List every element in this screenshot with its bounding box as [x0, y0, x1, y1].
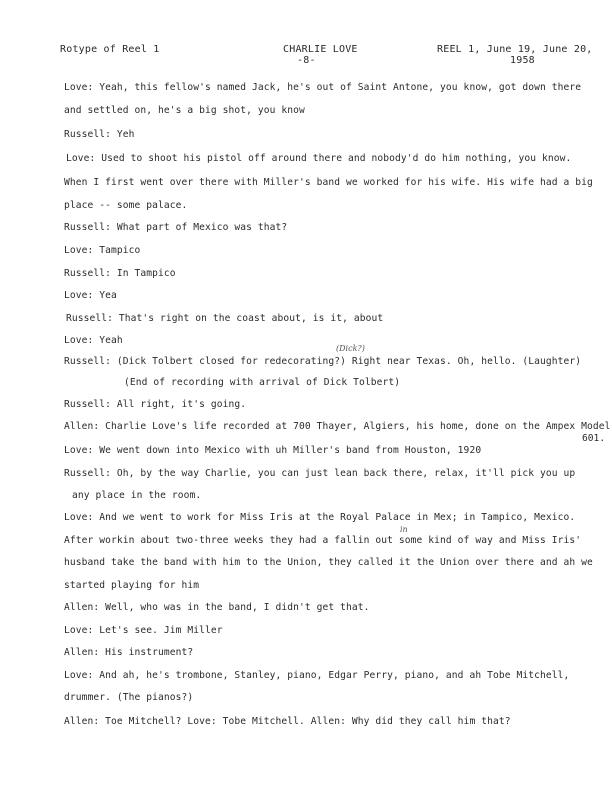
- transcript-line: Russell: In Tampico: [64, 268, 176, 279]
- header-right-year: 1958: [510, 55, 535, 66]
- transcript-line: started playing for him: [64, 580, 200, 591]
- transcript-line: Russell: Oh, by the way Charlie, you can just lean back there, relax, it'll pick you up: [64, 468, 576, 479]
- transcript-line: Allen: Well, who was in the band, I didn't get that.: [64, 602, 370, 613]
- transcript-line: Love: And we went to work for Miss Iris at the Royal Palace in Mex; in Tampico, Mexico.: [64, 512, 576, 523]
- transcript-line: drummer. (The pianos?): [64, 692, 194, 703]
- transcript-line: When I first went over there with Miller's band we worked for his wife. His wife had a big: [64, 177, 593, 188]
- transcript-line: Love: Yea: [64, 290, 117, 301]
- transcript-line: After workin about two-three weeks they had a fallin out some kind of way and Miss Iris': [64, 535, 582, 546]
- transcript-line: Russell: That's right on the coast about, is it, about: [66, 313, 384, 324]
- transcript-line: place -- some palace.: [64, 200, 188, 211]
- header-left: Rotype of Reel 1: [60, 44, 160, 55]
- transcript-line: any place in the room.: [72, 490, 202, 501]
- transcript-line: Love: Yeah: [64, 335, 123, 346]
- transcript-line: (End of recording with arrival of Dick Tolbert): [124, 377, 401, 388]
- transcript-line: Russell: All right, it's going.: [64, 399, 247, 410]
- transcript-line: Love: Let's see. Jim Miller: [64, 625, 223, 636]
- header-page-number: -8-: [297, 55, 316, 66]
- transcript-line: Allen: Toe Mitchell? Love: Tobe Mitchell. Allen: Why did they call him that?: [64, 716, 511, 727]
- handwritten-note: (Dick?): [336, 344, 365, 353]
- transcript-line: Love: Tampico: [64, 245, 141, 256]
- transcript-line: Love: We went down into Mexico with uh Miller's band from Houston, 1920: [64, 445, 482, 456]
- transcript-line: Love: Yeah, this fellow's named Jack, he's out of Saint Antone, you know, got down there: [64, 82, 582, 93]
- header-right-date: REEL 1, June 19, June 20,: [437, 44, 593, 55]
- header-center-name: CHARLIE LOVE: [283, 44, 358, 55]
- transcript-line: Russell: Yeh: [64, 129, 135, 140]
- transcript-line: Love: Used to shoot his pistol off around there and nobody'd do him nothing, you know.: [66, 153, 572, 164]
- transcript-line: and settled on, he's a big shot, you know: [64, 105, 305, 116]
- transcript-line: Love: And ah, he's trombone, Stanley, piano, Edgar Perry, piano, and ah Tobe Mitchell,: [64, 670, 570, 681]
- handwritten-note: in: [400, 525, 408, 534]
- transcript-line: Allen: Charlie Love's life recorded at 700 Thayer, Algiers, his home, done on the Ampex Model: [64, 421, 611, 432]
- transcript-line: Russell: What part of Mexico was that?: [64, 222, 288, 233]
- transcript-line: husband take the band with him to the Union, they called it the Union over there and ah we: [64, 557, 593, 568]
- transcript-line: Allen: His instrument?: [64, 647, 194, 658]
- transcript-line: Russell: (Dick Tolbert closed for redecorating?) Right near Texas. Oh, hello. (Laughter): [64, 356, 582, 367]
- margin-note: 601.: [582, 433, 606, 444]
